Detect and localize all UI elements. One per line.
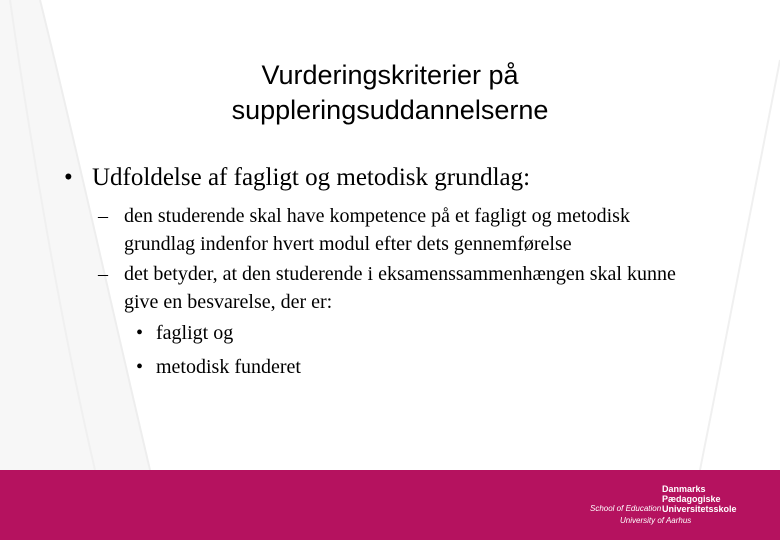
sub-point-text: det betyder, at den studerende i eksamenssammenhængen skal kunne give en besvarelse, der er: [124,263,676,313]
logo-line-2: Pædagogiske [662,494,721,504]
slide-title [120,58,660,128]
title-line-2: suppleringsuddannelserne [231,95,549,125]
dash-mark: – [98,263,108,285]
title-line-1: Vurderingskriterier på [261,60,519,90]
slide-content [64,162,744,384]
sub-sub-point [64,350,744,384]
bullet-point [64,162,744,194]
bullet-mark: • [64,164,73,191]
logo-university-text: University of Aarhus [620,516,692,525]
bullet-text: Udfoldelse af fagligt og metodisk grundlag: [92,164,531,191]
sub-sub-point-text: metodisk funderet [156,356,301,378]
sub-point [64,202,684,258]
bullet-mark: • [136,322,144,344]
logo-line-1: Danmarks [662,484,706,494]
sub-point-text: den studerende skal have kompetence på et fagligt og metodisk grundlag indenfor hvert modul efter dets gennemførelse [124,205,630,255]
bullet-mark: • [136,356,144,378]
logo-school-text: School of Education [590,504,662,513]
sub-sub-point-text: fagligt og [156,322,234,344]
sub-point [64,260,684,316]
university-logo [590,480,760,530]
logo-line-3: Universitetsskole [662,504,737,514]
dash-mark: – [98,205,108,227]
sub-sub-point [64,316,744,350]
